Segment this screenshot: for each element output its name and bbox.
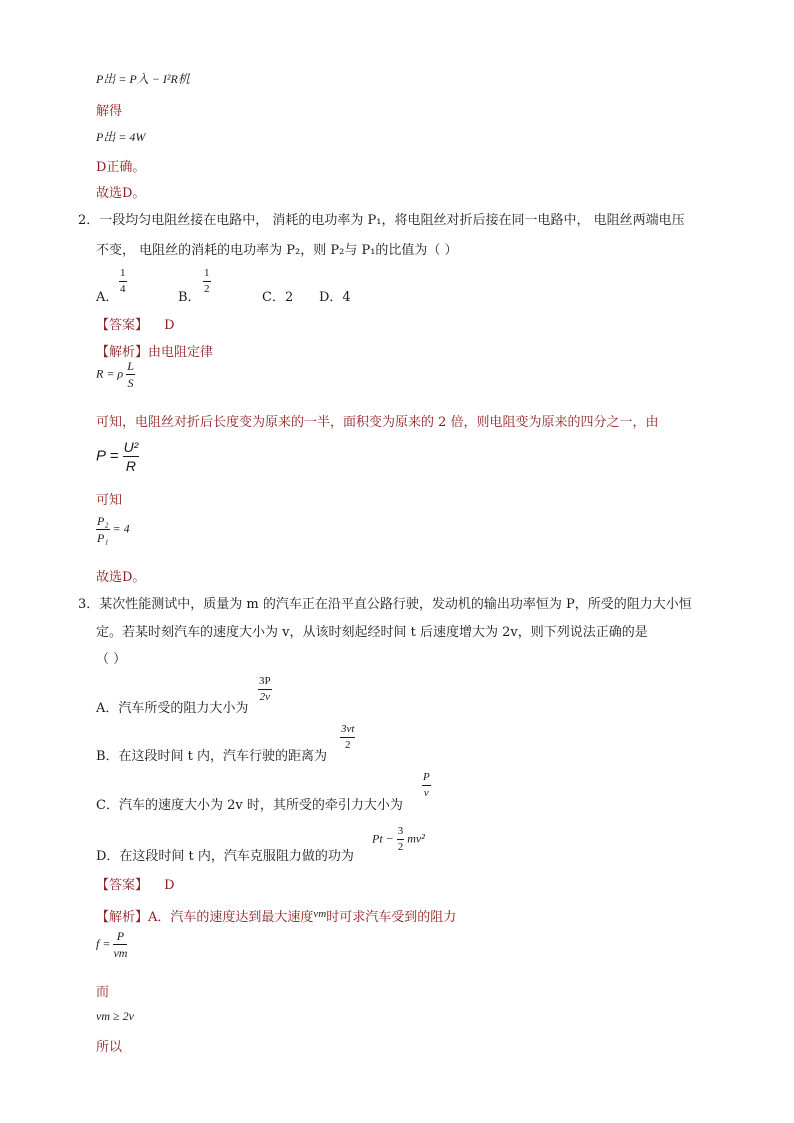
q3-option-b-den: 2	[344, 739, 351, 751]
q2-option-a-den: 4	[120, 283, 126, 295]
q3-option-a-fraction	[258, 676, 272, 703]
d-correct: D正确。	[96, 160, 146, 175]
formula-f-num: P	[113, 930, 127, 945]
formula-r-num: L	[127, 359, 134, 373]
q3-option-d-formula	[372, 826, 425, 853]
q3-option-b-num: 3vt	[340, 724, 355, 738]
q3-option-d-pre: Pt −	[372, 831, 394, 846]
q2-option-b-label: B．	[178, 290, 201, 305]
q3-option-b-fraction	[340, 724, 355, 751]
q3-stem-line3: （ ）	[96, 652, 127, 667]
q2-option-a-fraction	[119, 268, 127, 295]
q3-option-d-fraction	[397, 826, 405, 853]
q3-option-a-num: 3P	[258, 676, 272, 690]
formula-pout: P出 = P入 − I²R机	[96, 72, 190, 86]
q3-option-c-num: P	[422, 772, 431, 786]
q2-stem-line2: 不变， 电阻丝的消耗的电功率为 P₂，则 P₂与 P₁的比值为（ ）	[96, 243, 458, 258]
formula-ratio-fraction	[96, 515, 110, 544]
q3-option-d-num: 3	[397, 826, 405, 840]
q3-option-d-den: 2	[397, 841, 404, 853]
q2-option-b-den: 2	[204, 283, 210, 295]
q2-option-b-fraction	[203, 268, 211, 295]
formula-vm-ineq: vm ≥ 2v	[96, 1009, 134, 1023]
q3-analysis-a-tail: 时可求汽车受到的阻力	[326, 910, 457, 925]
formula-ratio-num: P₂	[97, 514, 109, 528]
q2-option-d: D．4	[319, 290, 351, 305]
choose-d-1: 故选D。	[96, 186, 146, 201]
q2-option-a-label: A．	[96, 290, 119, 305]
q3-analysis-tag: 【解析】	[96, 910, 149, 925]
q2-can-know: 可知	[96, 493, 123, 508]
q3-option-c-den: v	[423, 787, 429, 799]
formula-p-fraction	[123, 440, 140, 473]
q2-option-a-num: 1	[119, 268, 127, 282]
q3-and: 而	[96, 985, 110, 1000]
q2-stem-line1: 2．一段均匀电阻丝接在电路中， 消耗的电功率为 P₁，将电阻丝对折后接在同一电路中， 电阻丝两端电压	[78, 213, 685, 228]
q3-option-d-post: mv²	[407, 831, 425, 846]
q2-answer-value: D	[164, 318, 175, 333]
q3-stem-line1: 3．某次性能测试中，质量为 m 的汽车正在沿平直公路行驶，发动机的输出功率恒为 P，所受的阻力大小恒	[78, 597, 692, 612]
formula-friction	[96, 930, 127, 959]
q3-answer-value: D	[164, 878, 175, 893]
formula-power	[96, 440, 139, 473]
q2-analysis	[96, 341, 213, 360]
formula-f-den: vm	[113, 946, 128, 960]
formula-ratio	[96, 515, 130, 544]
pout-value: P出 = 4W	[96, 130, 146, 144]
q2-answer	[96, 314, 175, 333]
q2-explain: 可知，电阻丝对折后长度变为原来的一半，面积变为原来的 2 倍，则电阻变为原来的四分之一，由	[96, 415, 659, 430]
q3-answer	[96, 874, 175, 893]
q3-stem-line2: 定。若某时刻汽车的速度大小为 v，从该时刻起经时间 t 后速度增大为 2v，则下列说法正确的是	[96, 625, 648, 640]
formula-r-den: S	[127, 376, 134, 390]
formula-p-lhs: P =	[96, 447, 119, 465]
q2-option-b-num: 1	[203, 268, 211, 282]
formula-p-num: U²	[123, 439, 139, 455]
q3-analysis	[96, 906, 456, 925]
vm-symbol: vm	[313, 908, 327, 920]
formula-ratio-den: P₁	[97, 531, 109, 545]
formula-f-fraction	[113, 930, 127, 959]
formula-r-lhs: R = ρ	[96, 366, 124, 381]
solve-label: 解得	[96, 104, 123, 119]
formula-p-den: R	[125, 458, 137, 474]
q2-answer-tag: 【答案】	[96, 318, 149, 333]
q3-option-a: A．汽车所受的阻力大小为	[96, 701, 249, 716]
q3-option-c: C．汽车的速度大小为 2v 时，其所受的牵引力大小为	[96, 798, 403, 813]
q3-analysis-a: A．汽车的速度达到最大速度	[148, 910, 314, 925]
q2-analysis-intro: 由电阻定律	[148, 345, 214, 360]
formula-f-lhs: f =	[96, 936, 111, 951]
formula-resistance	[96, 360, 135, 389]
q2-analysis-tag: 【解析】	[96, 345, 149, 360]
choose-d-2: 故选D。	[96, 570, 146, 585]
q2-option-c: C．2	[262, 290, 294, 305]
q3-option-b: B．在这段时间 t 内，汽车行驶的距离为	[96, 749, 328, 764]
q3-so: 所以	[96, 1040, 123, 1055]
q3-answer-tag: 【答案】	[96, 878, 149, 893]
q3-option-c-fraction	[422, 772, 431, 799]
formula-r-fraction	[126, 360, 135, 389]
formula-ratio-rhs: = 4	[112, 521, 130, 536]
q3-option-d: D．在这段时间 t 内，汽车克服阻力做的功为	[96, 849, 354, 864]
q3-option-a-den: 2v	[259, 691, 270, 703]
